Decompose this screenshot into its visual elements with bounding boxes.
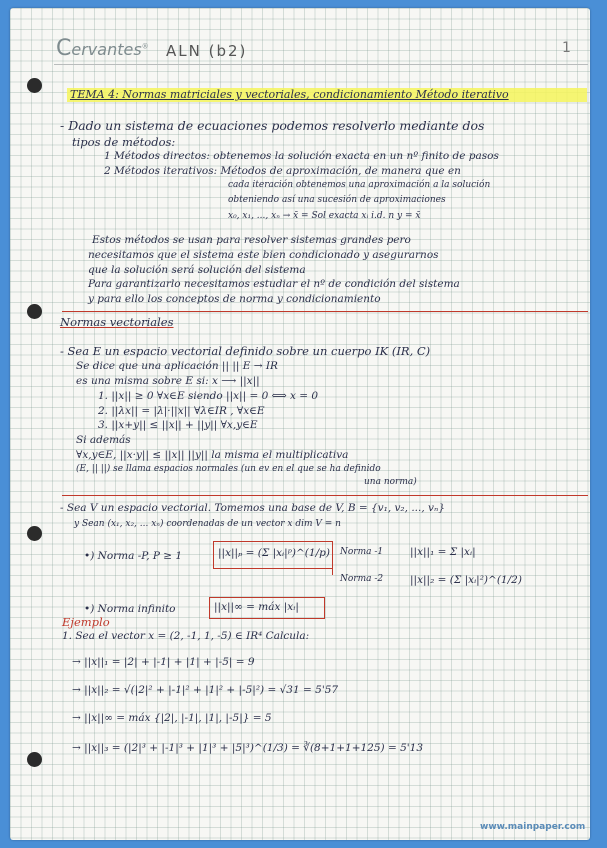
- para-line: Para garantizarlo necesitamos estudiar el nº de condición del sistema: [88, 278, 460, 290]
- brand-logo: Cervantes®: [56, 36, 149, 61]
- example-result: → ||x||₂ = √(|2|² + |-1|² + |1|² + |-5|²) = √31 = 5'57: [72, 684, 339, 696]
- binder-hole-icon: [27, 752, 42, 767]
- section-title: Normas vectoriales: [60, 315, 174, 329]
- vdef-line: - Sea V un espacio vectorial. Tomemos una base de V, B = {v₁, v₂, ..., vₙ}: [60, 502, 445, 514]
- def-line: Si además: [76, 434, 131, 446]
- para-line: necesitamos que el sistema este bien condicionado y asegurarnos: [88, 249, 439, 261]
- page-number: 1: [562, 40, 571, 56]
- def-line: (E, || ||) se llama espacios normales (un ev en el que se ha definido: [76, 464, 381, 474]
- header-divider: [54, 64, 588, 65]
- norm-1-label: Norma -1: [340, 547, 384, 557]
- def-line: una norma): [364, 477, 417, 487]
- example-result: → ||x||₃ = (|2|³ + |-1|³ + |1|³ + |5|³)^(1/3) = ∛(8+1+1+125) = 5'13: [72, 742, 424, 754]
- norm-1-formula: ||x||₁ = Σ |xᵢ|: [410, 546, 476, 558]
- def-line: Se dice que una aplicación || || E → IR: [76, 360, 278, 372]
- def-line: 2. ||λx|| = |λ|·||x|| ∀λ∈IR , ∀x∈E: [98, 405, 265, 417]
- intro-line: x₀, x₁, ..., xₙ → x̄ = Sol exacta xᵢ i.d. n y = x̄: [228, 211, 421, 221]
- norm-2-formula: ||x||₂ = (Σ |xᵢ|²)^(1/2): [410, 574, 522, 586]
- intro-line: cada iteración obtenemos una aproximación a la solución: [228, 180, 491, 190]
- def-line: es una misma sobre E si: x ⟶ ||x||: [76, 375, 260, 387]
- vdef-line: y Sean (x₁, x₂, ... xₙ) coordenadas de un vector x dim V = n: [74, 519, 341, 529]
- footer-url: www.mainpaper.com: [480, 822, 586, 832]
- notebook-page: [10, 8, 590, 840]
- norm-2-label: Norma -2: [340, 574, 384, 584]
- binder-hole-icon: [27, 526, 42, 541]
- binder-hole-icon: [27, 78, 42, 93]
- example-result: → ||x||∞ = máx {|2|, |-1|, |1|, |-5|} = 5: [72, 712, 272, 724]
- intro-line: tipos de métodos:: [72, 135, 176, 149]
- section-divider: [62, 311, 588, 312]
- def-line: 1. ||x|| ≥ 0 ∀x∈E siendo ||x|| = 0 ⟺ x = 0: [98, 390, 319, 402]
- para-line: Estos métodos se usan para resolver sistemas grandes pero: [92, 234, 411, 246]
- para-line: que la solución será solución del sistema: [88, 264, 306, 276]
- connector-line: [332, 563, 333, 575]
- norm-inf-formula: ||x||∞ = máx |xᵢ|: [214, 601, 299, 613]
- intro-line: 2 Métodos iterativos: Métodos de aproximación, de manera que en: [104, 165, 461, 177]
- intro-line: 1 Métodos directos: obtenemos la solución exacta en un nº finito de pasos: [104, 150, 499, 162]
- def-line: ∀x,y∈E, ||x·y|| ≤ ||x|| ||y|| la misma el multiplicativa: [76, 449, 349, 461]
- section-divider: [62, 495, 588, 496]
- norm-p-label: •) Norma -P, P ≥ 1: [84, 550, 183, 562]
- binder-hole-icon: [27, 304, 42, 319]
- def-line: 3. ||x+y|| ≤ ||x|| + ||y|| ∀x,y∈E: [98, 419, 258, 431]
- intro-line: obteniendo así una sucesión de aproximaciones: [228, 195, 446, 205]
- topic-title: TEMA 4: Normas matriciales y vectoriales, condicionamiento Método iterativo: [70, 88, 509, 101]
- intro-line: - Dado un sistema de ecuaciones podemos resolverlo mediante dos: [60, 118, 485, 133]
- def-line: - Sea E un espacio vectorial definido sobre un cuerpo IK (IR, C): [60, 344, 431, 358]
- example-label: Ejemplo: [62, 615, 110, 629]
- example-result: → ||x||₁ = |2| + |-1| + |1| + |-5| = 9: [72, 656, 255, 668]
- example-statement: 1. Sea el vector x = (2, -1, 1, -5) ∈ IR⁴ Calcula:: [62, 630, 310, 642]
- norm-inf-label: •) Norma infinito: [84, 603, 176, 615]
- norm-p-formula: ||x||ₚ = (Σ |xᵢ|ᵖ)^(1/p): [218, 547, 330, 559]
- para-line: y para ello los conceptos de norma y condicionamiento: [88, 293, 381, 305]
- header-title: ALN (b2): [166, 42, 248, 60]
